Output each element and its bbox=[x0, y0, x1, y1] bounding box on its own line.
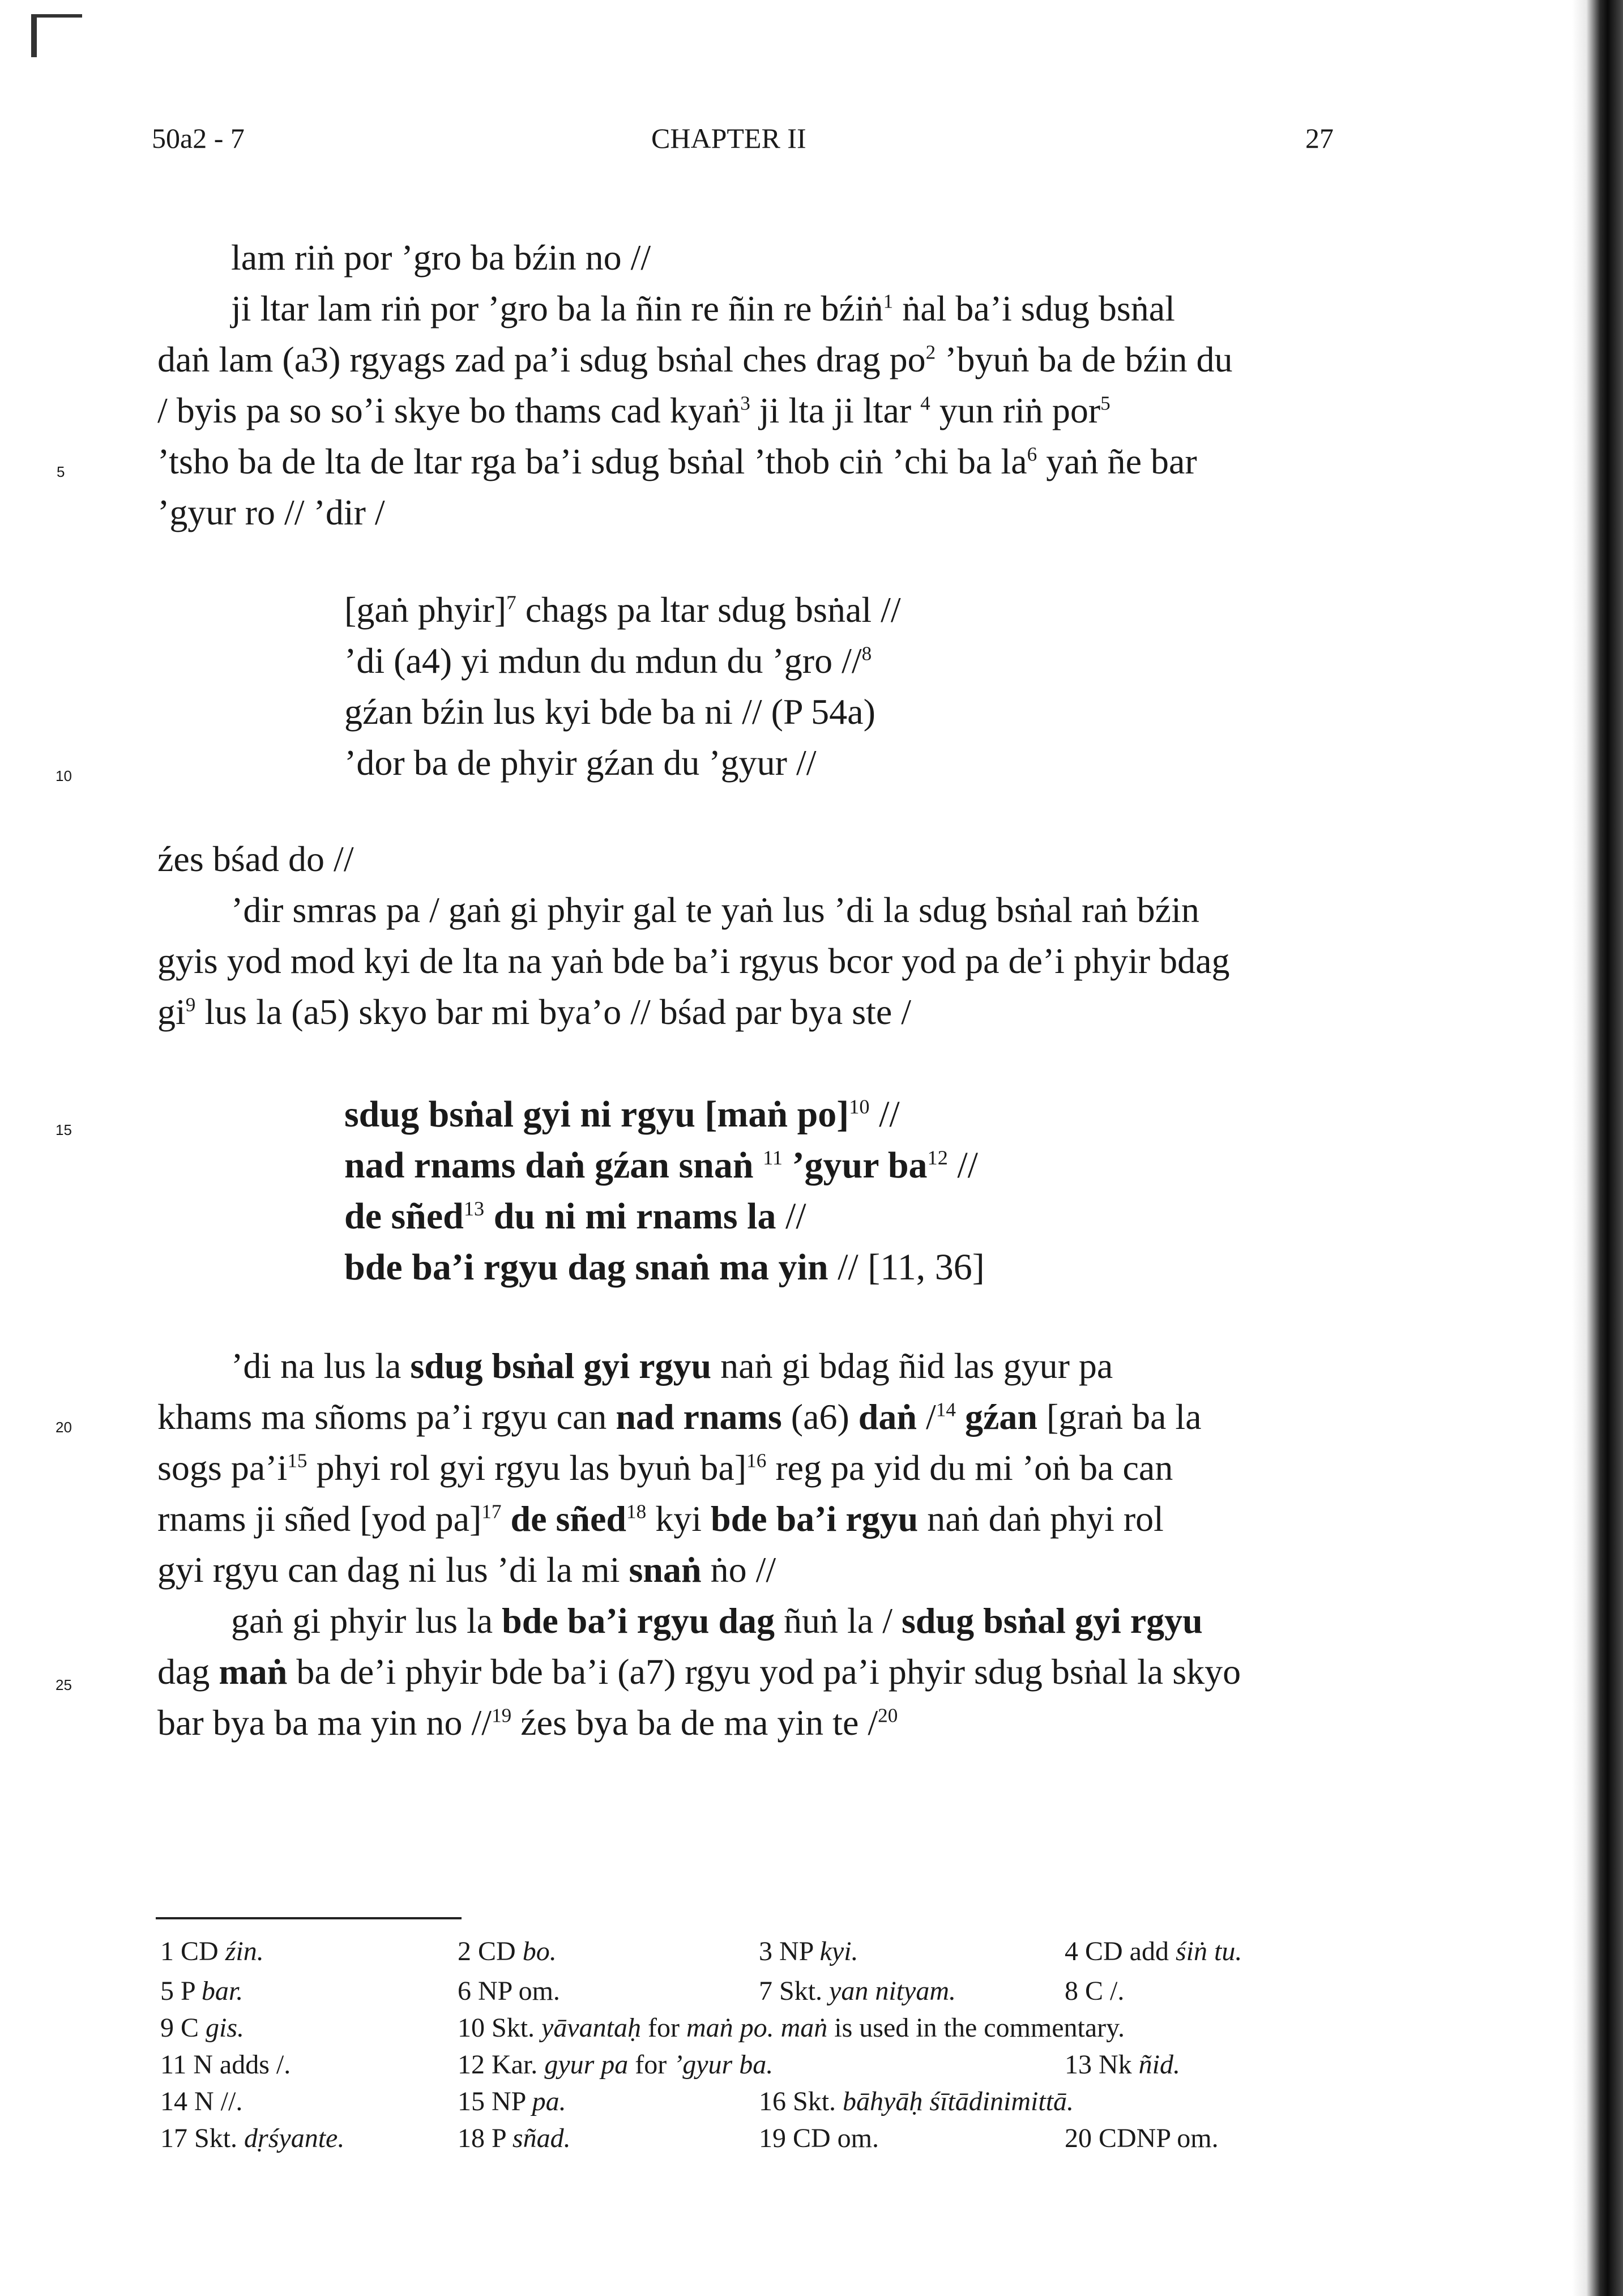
root-verse-line: nad rnams daṅ gźan snaṅ $^{11}$ ’gyur $ba^{12}$ // bbox=[344, 1145, 979, 1186]
text-line: daṅ lam (a3) rgyags zad pa’i sdug bsṅal ches drag $po^2$ ’byuṅ ba de bźin du bbox=[157, 339, 1233, 379]
footnote: 14 N //. bbox=[160, 2086, 243, 2116]
text-line: sogs $pa’i^{15}$ phyi rol gyi rgyu las byuṅ ba]$^{16}$ reg pa yid du mi ’oṅ ba can bbox=[157, 1448, 1173, 1488]
text-line: bar bya ba ma yin no //$^{19}$ źes bya ba de ma yin te /$^{20}$ bbox=[157, 1702, 898, 1743]
text-line: ’gyur ro // ’dir / bbox=[157, 492, 385, 532]
line-number-25: 25 bbox=[55, 1676, 72, 1693]
text-line: gyi rgyu can dag ni lus ’di la mi snaṅ ṅo // bbox=[157, 1550, 776, 1590]
header-page-number: 27 bbox=[1305, 122, 1334, 154]
header-folio-range: 50a2 - 7 bbox=[152, 122, 245, 154]
header-chapter-title: CHAPTER II bbox=[651, 122, 806, 154]
verse-line: ’dor ba de phyir gźan du ’gyur // bbox=[344, 742, 817, 783]
text-line: gyis yod mod kyi de lta na yaṅ bde ba’i rgyus bcor yod pa de’i phyir bdag bbox=[157, 941, 1230, 981]
footnote: 13 Nk ñid. bbox=[1065, 2050, 1181, 2080]
scan-corner-mark bbox=[31, 14, 82, 57]
footnote: 20 CDNP om. bbox=[1065, 2123, 1219, 2153]
text-line: źes bśad do // bbox=[157, 839, 354, 879]
footnote: 8 C /. bbox=[1065, 1976, 1125, 2006]
footnote: 3 NP kyi. bbox=[759, 1936, 859, 1966]
footnote: 2 CD bo. bbox=[458, 1936, 557, 1966]
footnote: 11 N adds /. bbox=[160, 2050, 291, 2080]
footnote: 1 CD źin. bbox=[160, 1936, 264, 1966]
footnote: 16 Skt. bāhyāḥ śītādinimittā. bbox=[759, 2086, 1074, 2116]
verse-line: [gaṅ phyir]$^7$ chags pa ltar sdug bsṅal // bbox=[344, 590, 901, 630]
footnote: 9 C gis. bbox=[160, 2013, 245, 2043]
line-number-15: 15 bbox=[55, 1121, 72, 1138]
text-line: $gi^9$ lus la (a5) skyo bar mi bya’o // bśad par bya ste / bbox=[157, 992, 912, 1032]
footnote: 15 NP pa. bbox=[458, 2086, 566, 2116]
root-verse-line: sdug bsṅal gyi ni rgyu [maṅ po]$^{10}$ // bbox=[344, 1094, 900, 1135]
verse-line: ’di (a4) yi mdun du mdun du ’gro //$^8$ bbox=[344, 641, 872, 681]
footnote: 17 Skt. dṛśyante. bbox=[160, 2123, 345, 2153]
footnote: 18 P sñad. bbox=[458, 2123, 571, 2153]
line-number-5: 5 bbox=[57, 463, 65, 480]
root-verse-line: bde ba’i rgyu dag snaṅ ma yin // [11, 36] bbox=[344, 1247, 985, 1288]
text-line: lam riṅ por ’gro ba bźin no // bbox=[231, 237, 651, 278]
scan-binding-shadow bbox=[1572, 0, 1623, 2296]
footnote: 6 NP om. bbox=[458, 1976, 560, 2006]
root-verse-line: de sñed$^{13}$ du ni mi rnams la // bbox=[344, 1196, 806, 1237]
footnote: 19 CD om. bbox=[759, 2123, 879, 2153]
text-line: dag maṅ ba de’i phyir bde ba’i (a7) rgyu yod pa’i phyir sdug bsṅal la skyo bbox=[157, 1651, 1241, 1692]
text-line: ji ltar lam riṅ por ’gro ba la ñin re ñin re bźiṅ$^1$ ṅal ba’i sdug bsṅal bbox=[231, 288, 1175, 328]
footnote: 12 Kar. gyur pa for ’gyur ba. bbox=[458, 2050, 774, 2080]
footnote: 4 CD add śiṅ tu. bbox=[1065, 1936, 1242, 1966]
text-line: rnams ji sñed [yod pa]$^{17}$ de sñed$^{18}$ kyi bde ba’i rgyu naṅ daṅ phyi rol bbox=[157, 1499, 1164, 1539]
footnote: 10 Skt. yāvantaḥ for maṅ po. maṅ is used in the commentary. bbox=[458, 2013, 1125, 2043]
text-line: khams ma sñoms pa’i rgyu can nad rnams (a6) daṅ /$^{14}$ gźan [graṅ ba la bbox=[157, 1397, 1202, 1437]
line-number-10: 10 bbox=[55, 767, 72, 784]
verse-line: gźan bźin lus kyi bde ba ni // (P 54a) bbox=[344, 692, 875, 732]
text-line: ’di na lus la sdug bsṅal gyi rgyu naṅ gi bdag ñid las gyur pa bbox=[231, 1346, 1113, 1386]
footnote: 5 P bar. bbox=[160, 1976, 244, 2006]
line-number-20: 20 bbox=[55, 1419, 72, 1436]
text-line: ’dir smras pa / gaṅ gi phyir gal te yaṅ lus ’di la sdug bsṅal raṅ bźin bbox=[231, 890, 1199, 930]
text-line: gaṅ gi phyir lus la bde ba’i rgyu dag ñuṅ la / sdug bsṅal gyi rgyu bbox=[231, 1601, 1203, 1641]
footnote: 7 Skt. yan nityam. bbox=[759, 1976, 956, 2006]
footnote-separator bbox=[156, 1917, 462, 1919]
text-line: ’tsho ba de lta de ltar rga ba’i sdug bsṅal ’thob ciṅ ’chi ba $la^6$ yaṅ ñe bar bbox=[157, 441, 1197, 481]
text-line: / byis pa so so’i skye bo thams cad kyaṅ$^3$ ji lta ji ltar $^4$ yun riṅ por$^5$ bbox=[157, 390, 1111, 430]
